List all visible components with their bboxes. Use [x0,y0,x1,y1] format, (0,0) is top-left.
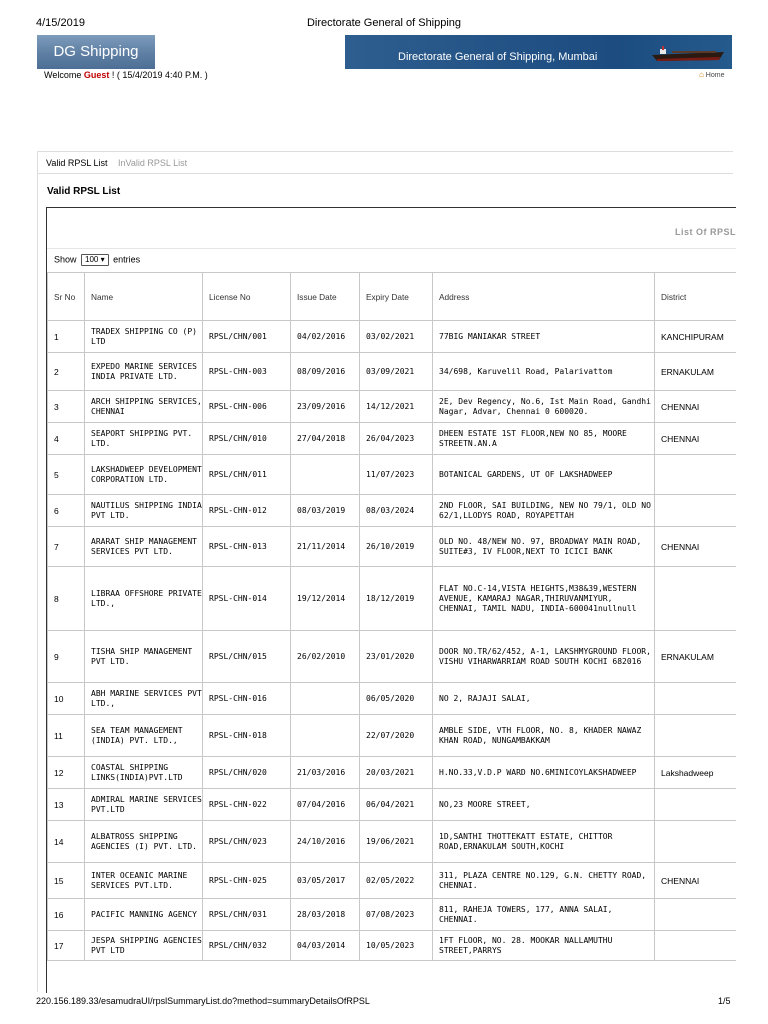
cell-district [655,455,737,495]
cell-no: 12 [48,757,85,789]
cell-name: SEA TEAM MANAGEMENT (INDIA) PVT. LTD., [85,715,203,757]
entries-label: entries [113,254,141,265]
entries-select[interactable] [81,254,109,266]
cell-name: TISHA SHIP MANAGEMENT PVT LTD. [85,631,203,683]
cell-name: JESPA SHIPPING AGENCIES PVT LTD [85,931,203,961]
cell-no: 6 [48,495,85,527]
welcome-message [44,70,208,80]
cell-license: RPSL-CHN-013 [203,527,291,567]
entries-length-control [54,254,140,266]
tab-valid-rpsl-list[interactable]: Valid RPSL List [46,158,108,168]
show-label: Show [54,254,77,265]
cell-no: 1 [48,321,85,353]
cell-no: 7 [48,527,85,567]
cell-district [655,495,737,527]
column-header-address[interactable]: Address [433,273,655,321]
cell-expiry: 18/12/2019 [360,567,433,631]
cell-district: CHENNAI [655,391,737,423]
table-row [48,455,737,495]
cell-address: 2E, Dev Regency, No.6, Ist Main Road, Gandhi Nagar, Advar, Chennai 0 600020. [433,391,655,423]
cell-no: 9 [48,631,85,683]
cell-no: 2 [48,353,85,391]
cell-no: 17 [48,931,85,961]
cell-issue: 27/04/2018 [291,423,360,455]
cell-expiry: 06/04/2021 [360,789,433,821]
cell-expiry: 14/12/2021 [360,391,433,423]
cell-district: Lakshadweep [655,757,737,789]
welcome-prefix: Welcome [44,70,82,80]
cell-no: 14 [48,821,85,863]
cell-district [655,715,737,757]
cell-name: NAUTILUS SHIPPING INDIA PVT LTD. [85,495,203,527]
cell-license: RPSL/CHN/001 [203,321,291,353]
cell-issue: 07/04/2016 [291,789,360,821]
cell-name: LAKSHADWEEP DEVELOPMENT CORPORATION LTD. [85,455,203,495]
cell-no: 8 [48,567,85,631]
tab-bar [46,158,195,168]
cell-district [655,821,737,863]
table-row [48,863,737,899]
rpsl-table-frame [46,207,736,993]
cell-no: 5 [48,455,85,495]
table-row [48,715,737,757]
column-header-district[interactable]: District [655,273,737,321]
cell-address: NO 2, RAJAJI SALAI, [433,683,655,715]
cell-district [655,567,737,631]
column-header-license-no[interactable]: License No [203,273,291,321]
cell-expiry: 10/05/2023 [360,931,433,961]
cell-name: ABH MARINE SERVICES PVT LTD., [85,683,203,715]
cell-expiry: 07/08/2023 [360,899,433,931]
cell-no: 13 [48,789,85,821]
cell-license: RPSL/CHN/015 [203,631,291,683]
cell-district: ERNAKULAM [655,353,737,391]
cell-issue: 21/11/2014 [291,527,360,567]
cell-issue [291,455,360,495]
cell-license: RPSL/CHN/010 [203,423,291,455]
cell-license: RPSL-CHN-025 [203,863,291,899]
table-row [48,899,737,931]
table-row [48,789,737,821]
cell-license: RPSL-CHN-012 [203,495,291,527]
cell-address: 1FT FLOOR, NO. 28. MOOKAR NALLAMUTHU STREET,PARRYS [433,931,655,961]
column-header-sr-no[interactable]: Sr No [48,273,85,321]
column-header-issue-date[interactable]: Issue Date [291,273,360,321]
cell-district [655,899,737,931]
cell-expiry: 22/07/2020 [360,715,433,757]
cell-no: 3 [48,391,85,423]
rpsl-panel [37,151,736,992]
cell-name: ARCH SHIPPING SERVICES, CHENNAI [85,391,203,423]
cell-expiry: 06/05/2020 [360,683,433,715]
cell-expiry: 08/03/2024 [360,495,433,527]
table-row [48,321,737,353]
table-row [48,757,737,789]
home-link[interactable] [699,70,724,79]
home-icon: ⌂ [699,70,704,79]
print-page-number: 1/5 [718,996,731,1006]
cell-address: BOTANICAL GARDENS, UT OF LAKSHADWEEP [433,455,655,495]
ship-icon [648,41,728,65]
cell-issue: 28/03/2018 [291,899,360,931]
cell-issue: 21/03/2016 [291,757,360,789]
cell-issue: 19/12/2014 [291,567,360,631]
cell-address: 34/698, Karuvelil Road, Palarivattom [433,353,655,391]
cell-district: CHENNAI [655,527,737,567]
cell-issue: 04/03/2014 [291,931,360,961]
cell-expiry: 20/03/2021 [360,757,433,789]
cell-name: COASTAL SHIPPING LINKS(INDIA)PVT.LTD [85,757,203,789]
dg-shipping-logo[interactable]: DG Shipping [37,35,155,69]
cell-name: TRADEX SHIPPING CO (P) LTD [85,321,203,353]
cell-issue: 23/09/2016 [291,391,360,423]
cell-license: RPSL-CHN-018 [203,715,291,757]
cell-name: LIBRAA OFFSHORE PRIVATE LTD., [85,567,203,631]
cell-name: SEAPORT SHIPPING PVT. LTD. [85,423,203,455]
table-row [48,683,737,715]
cell-no: 10 [48,683,85,715]
cell-expiry: 03/09/2021 [360,353,433,391]
banner-title: Directorate General of Shipping, Mumbai [398,51,598,63]
print-page-title: Directorate General of Shipping [306,17,462,29]
cell-issue: 04/02/2016 [291,321,360,353]
cell-name: ALBATROSS SHIPPING AGENCIES (I) PVT. LTD. [85,821,203,863]
cell-license: RPSL/CHN/023 [203,821,291,863]
cell-no: 11 [48,715,85,757]
header-banner [345,35,732,69]
cell-district: KANCHIPURAM [655,321,737,353]
cell-expiry: 23/01/2020 [360,631,433,683]
cell-issue: 08/09/2016 [291,353,360,391]
cell-name: PACIFIC MANNING AGENCY [85,899,203,931]
cell-district [655,789,737,821]
cell-address: DHEEN ESTATE 1ST FLOOR,NEW NO 85, MOORE STREETN.AN.A [433,423,655,455]
cell-no: 4 [48,423,85,455]
cell-license: RPSL-CHN-003 [203,353,291,391]
cell-issue [291,715,360,757]
entries-select-value: 100 [85,255,99,264]
cell-license: RPSL-CHN-016 [203,683,291,715]
cell-license: RPSL-CHN-014 [203,567,291,631]
cell-no: 16 [48,899,85,931]
cell-address: FLAT NO.C-14,VISTA HEIGHTS,M38&39,WESTERN AVENUE, KAMARAJ NAGAR,THIRUVANMIYUR, CHENNAI, TAMIL NADU, INDIA-600041nullnull [433,567,655,631]
guest-user-name: Guest [83,70,110,80]
cell-address: 2ND FLOOR, SAI BUILDING, NEW NO 79/1, OLD NO 62/1,LLODYS ROAD, ROYAPETTAH [433,495,655,527]
cell-address: 77BIG MANIAKAR STREET [433,321,655,353]
table-row [48,495,737,527]
print-date: 4/15/2019 [36,17,85,29]
cell-expiry: 19/06/2021 [360,821,433,863]
cell-district: ERNAKULAM [655,631,737,683]
cell-expiry: 02/05/2022 [360,863,433,899]
cell-expiry: 26/04/2023 [360,423,433,455]
section-title: Valid RPSL List [47,186,121,197]
table-row [48,631,737,683]
table-row [48,527,737,567]
cell-license: RPSL/CHN/032 [203,931,291,961]
caption-divider [47,248,736,249]
table-header-row [48,273,737,321]
tab-divider [38,173,733,174]
cell-address: NO,23 MOORE STREET, [433,789,655,821]
cell-address: OLD NO. 48/NEW NO. 97, BROADWAY MAIN ROAD, SUITE#3, IV FLOOR,NEXT TO ICICI BANK [433,527,655,567]
table-row [48,353,737,391]
cell-name: EXPEDO MARINE SERVICES INDIA PRIVATE LTD. [85,353,203,391]
cell-license: RPSL-CHN-022 [203,789,291,821]
welcome-timestamp: ! ( 15/4/2019 4:40 P.M. ) [111,70,208,80]
cell-expiry: 11/07/2023 [360,455,433,495]
cell-address: 1D,SANTHI THOTTEKATT ESTATE, CHITTOR ROAD,ERNAKULAM SOUTH,KOCHI [433,821,655,863]
rpsl-table [47,272,736,961]
cell-license: RPSL/CHN/011 [203,455,291,495]
cell-address: AMBLE SIDE, VTH FLOOR, NO. 8, KHADER NAWAZ KHAN ROAD, NUNGAMBAKKAM [433,715,655,757]
column-header-name[interactable]: Name [85,273,203,321]
cell-no: 15 [48,863,85,899]
cell-license: RPSL-CHN-006 [203,391,291,423]
cell-name: INTER OCEANIC MARINE SERVICES PVT.LTD. [85,863,203,899]
cell-expiry: 03/02/2021 [360,321,433,353]
dropdown-arrow-icon: ▾ [100,255,105,264]
cell-issue: 03/05/2017 [291,863,360,899]
cell-district [655,931,737,961]
cell-district: CHENNAI [655,863,737,899]
column-header-expiry-date[interactable]: Expiry Date [360,273,433,321]
home-label: Home [705,72,725,79]
cell-license: RPSL/CHN/031 [203,899,291,931]
cell-expiry: 26/10/2019 [360,527,433,567]
cell-issue: 24/10/2016 [291,821,360,863]
cell-issue: 08/03/2019 [291,495,360,527]
table-row [48,567,737,631]
cell-address: H.NO.33,V.D.P WARD NO.6MINICOYLAKSHADWEEP [433,757,655,789]
print-footer-url: 220.156.189.33/esamudraUI/rpslSummaryList.do?method=summaryDetailsOfRPSL [36,996,370,1006]
cell-issue: 26/02/2010 [291,631,360,683]
cell-address: 311, PLAZA CENTRE NO.129, G.N. CHETTY ROAD, CHENNAI. [433,863,655,899]
cell-district: CHENNAI [655,423,737,455]
cell-name: ADMIRAL MARINE SERVICES PVT.LTD [85,789,203,821]
tab-invalid-rpsl-list[interactable]: InValid RPSL List [118,158,188,168]
cell-address: DOOR NO.TR/62/452, A-1, LAKSHMYGROUND FLOOR, VISHU VIHARWARRIAM ROAD SOUTH KOCHI 682016 [433,631,655,683]
table-body [48,321,737,961]
table-row [48,423,737,455]
cell-license: RPSL/CHN/020 [203,757,291,789]
cell-address: 811, RAHEJA TOWERS, 177, ANNA SALAI, CHENNAI. [433,899,655,931]
table-row [48,391,737,423]
table-row [48,821,737,863]
cell-district [655,683,737,715]
cell-issue [291,683,360,715]
cell-name: ARARAT SHIP MANAGEMENT SERVICES PVT LTD. [85,527,203,567]
table-row [48,931,737,961]
table-caption: List Of RPSL [674,227,736,237]
